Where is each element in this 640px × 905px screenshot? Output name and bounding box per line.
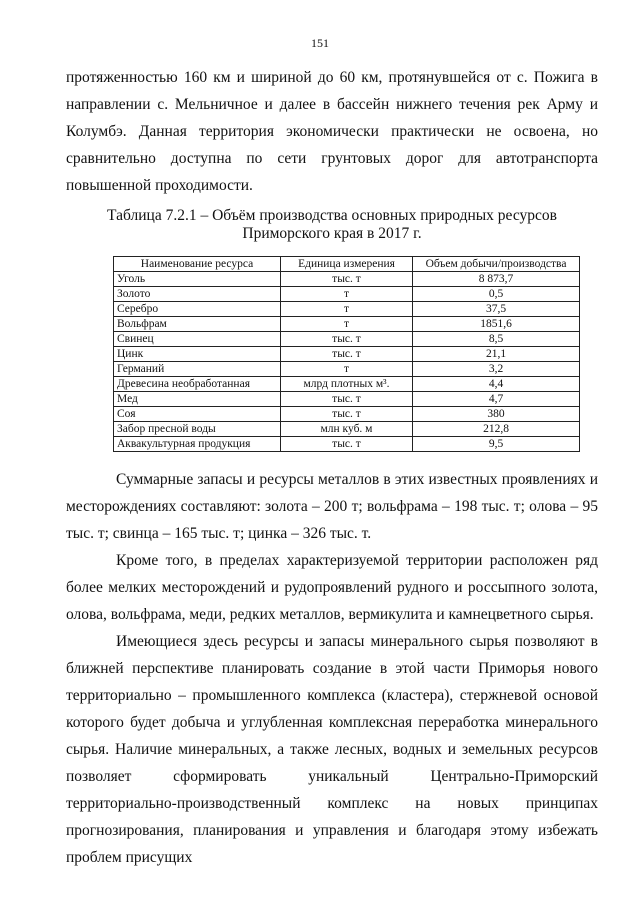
table-row	[114, 392, 580, 407]
unit-cell: тыс. т	[281, 347, 413, 362]
resource-name-cell: Свинец	[114, 332, 281, 347]
table-caption-line-1: Таблица 7.2.1 – Объём производства основных природных ресурсов	[107, 207, 557, 224]
volume-cell: 8 873,7	[413, 272, 580, 287]
unit-cell: т	[281, 287, 413, 302]
table-row	[114, 362, 580, 377]
paragraph-deposits: Кроме того, в пределах характеризуемой территории расположен ряд более мелких месторождений и рудопроявлений рудного и россыпного золота, олова, вольфрама, меди, редких металлов, вермикулита и камнецветного сырья.	[66, 552, 598, 623]
table-header-row	[114, 257, 580, 272]
volume-cell: 0,5	[413, 287, 580, 302]
unit-cell: тыс. т	[281, 392, 413, 407]
resource-name-cell: Серебро	[114, 302, 281, 317]
resource-name-cell: Цинк	[114, 347, 281, 362]
table-row	[114, 287, 580, 302]
paragraph-intro: протяженностью 160 км и шириной до 60 км, протянувшейся от с. Пожига в направлении с. Мельничное и далее в бассейн нижнего течения рек Арму и Колумбэ. Данная территория экономически практически не освоена, но сравнительно доступна по сети грунтовых дорог для автотранспорта повышенной проходимости.	[66, 69, 598, 194]
header-unit: Единица измерения	[281, 257, 413, 272]
resource-name-cell: Соя	[114, 407, 281, 422]
volume-cell: 37,5	[413, 302, 580, 317]
unit-cell: т	[281, 302, 413, 317]
volume-cell: 4,4	[413, 377, 580, 392]
resource-name-cell: Золото	[114, 287, 281, 302]
resource-name-cell: Мед	[114, 392, 281, 407]
table-row	[114, 437, 580, 452]
unit-cell: млрд плотных м³.	[281, 377, 413, 392]
volume-cell: 4,7	[413, 392, 580, 407]
resources-table	[113, 256, 580, 452]
table-caption	[66, 207, 598, 243]
resource-name-cell: Древесина необработанная	[114, 377, 281, 392]
table-row	[114, 317, 580, 332]
resource-name-cell: Вольфрам	[114, 317, 281, 332]
unit-cell: тыс. т	[281, 437, 413, 452]
header-volume: Объем добычи/производства	[413, 257, 580, 272]
resource-name-cell: Германий	[114, 362, 281, 377]
unit-cell: тыс. т	[281, 272, 413, 287]
page-number: 151	[311, 36, 329, 50]
table-row	[114, 272, 580, 287]
unit-cell: тыс. т	[281, 407, 413, 422]
table-row	[114, 302, 580, 317]
volume-cell: 9,5	[413, 437, 580, 452]
resource-name-cell: Забор пресной воды	[114, 422, 281, 437]
volume-cell: 380	[413, 407, 580, 422]
volume-cell: 21,1	[413, 347, 580, 362]
paragraph-reserves: Суммарные запасы и ресурсы металлов в этих известных проявлениях и месторождениях составляют: золота – 200 т; вольфрама – 198 тыс. т; олова – 95 тыс. т; свинца – 165 тыс. т; цинка – 326 тыс. т.	[66, 471, 598, 542]
unit-cell: млн куб. м	[281, 422, 413, 437]
table-row	[114, 407, 580, 422]
volume-cell: 8,5	[413, 332, 580, 347]
table-row	[114, 377, 580, 392]
volume-cell: 3,2	[413, 362, 580, 377]
volume-cell: 1851,6	[413, 317, 580, 332]
resource-name-cell: Аквакультурная продукция	[114, 437, 281, 452]
header-resource-name: Наименование ресурса	[114, 257, 281, 272]
unit-cell: т	[281, 362, 413, 377]
volume-cell: 212,8	[413, 422, 580, 437]
table-row	[114, 347, 580, 362]
table-caption-line-2: Приморского края в 2017 г.	[242, 225, 422, 242]
unit-cell: тыс. т	[281, 332, 413, 347]
paragraph-cluster: Имеющиеся здесь ресурсы и запасы минерального сырья позволяют в ближней перспективе планировать создание в этой части Приморья нового территориально – промышленного комплекса (кластера), стержневой основой которого будет добыча и углубленная комплексная переработка минерального сырья. Наличие минеральных, а также лесных, водных и земельных ресурсов позволяет сформировать уникальный Центрально-Приморский территориально-производственный комплекс на новых принципах прогнозирования, планирования и управления и благодаря этому избежать проблем присущих	[66, 633, 598, 866]
table-row	[114, 332, 580, 347]
resource-name-cell: Уголь	[114, 272, 281, 287]
table-row	[114, 422, 580, 437]
unit-cell: т	[281, 317, 413, 332]
